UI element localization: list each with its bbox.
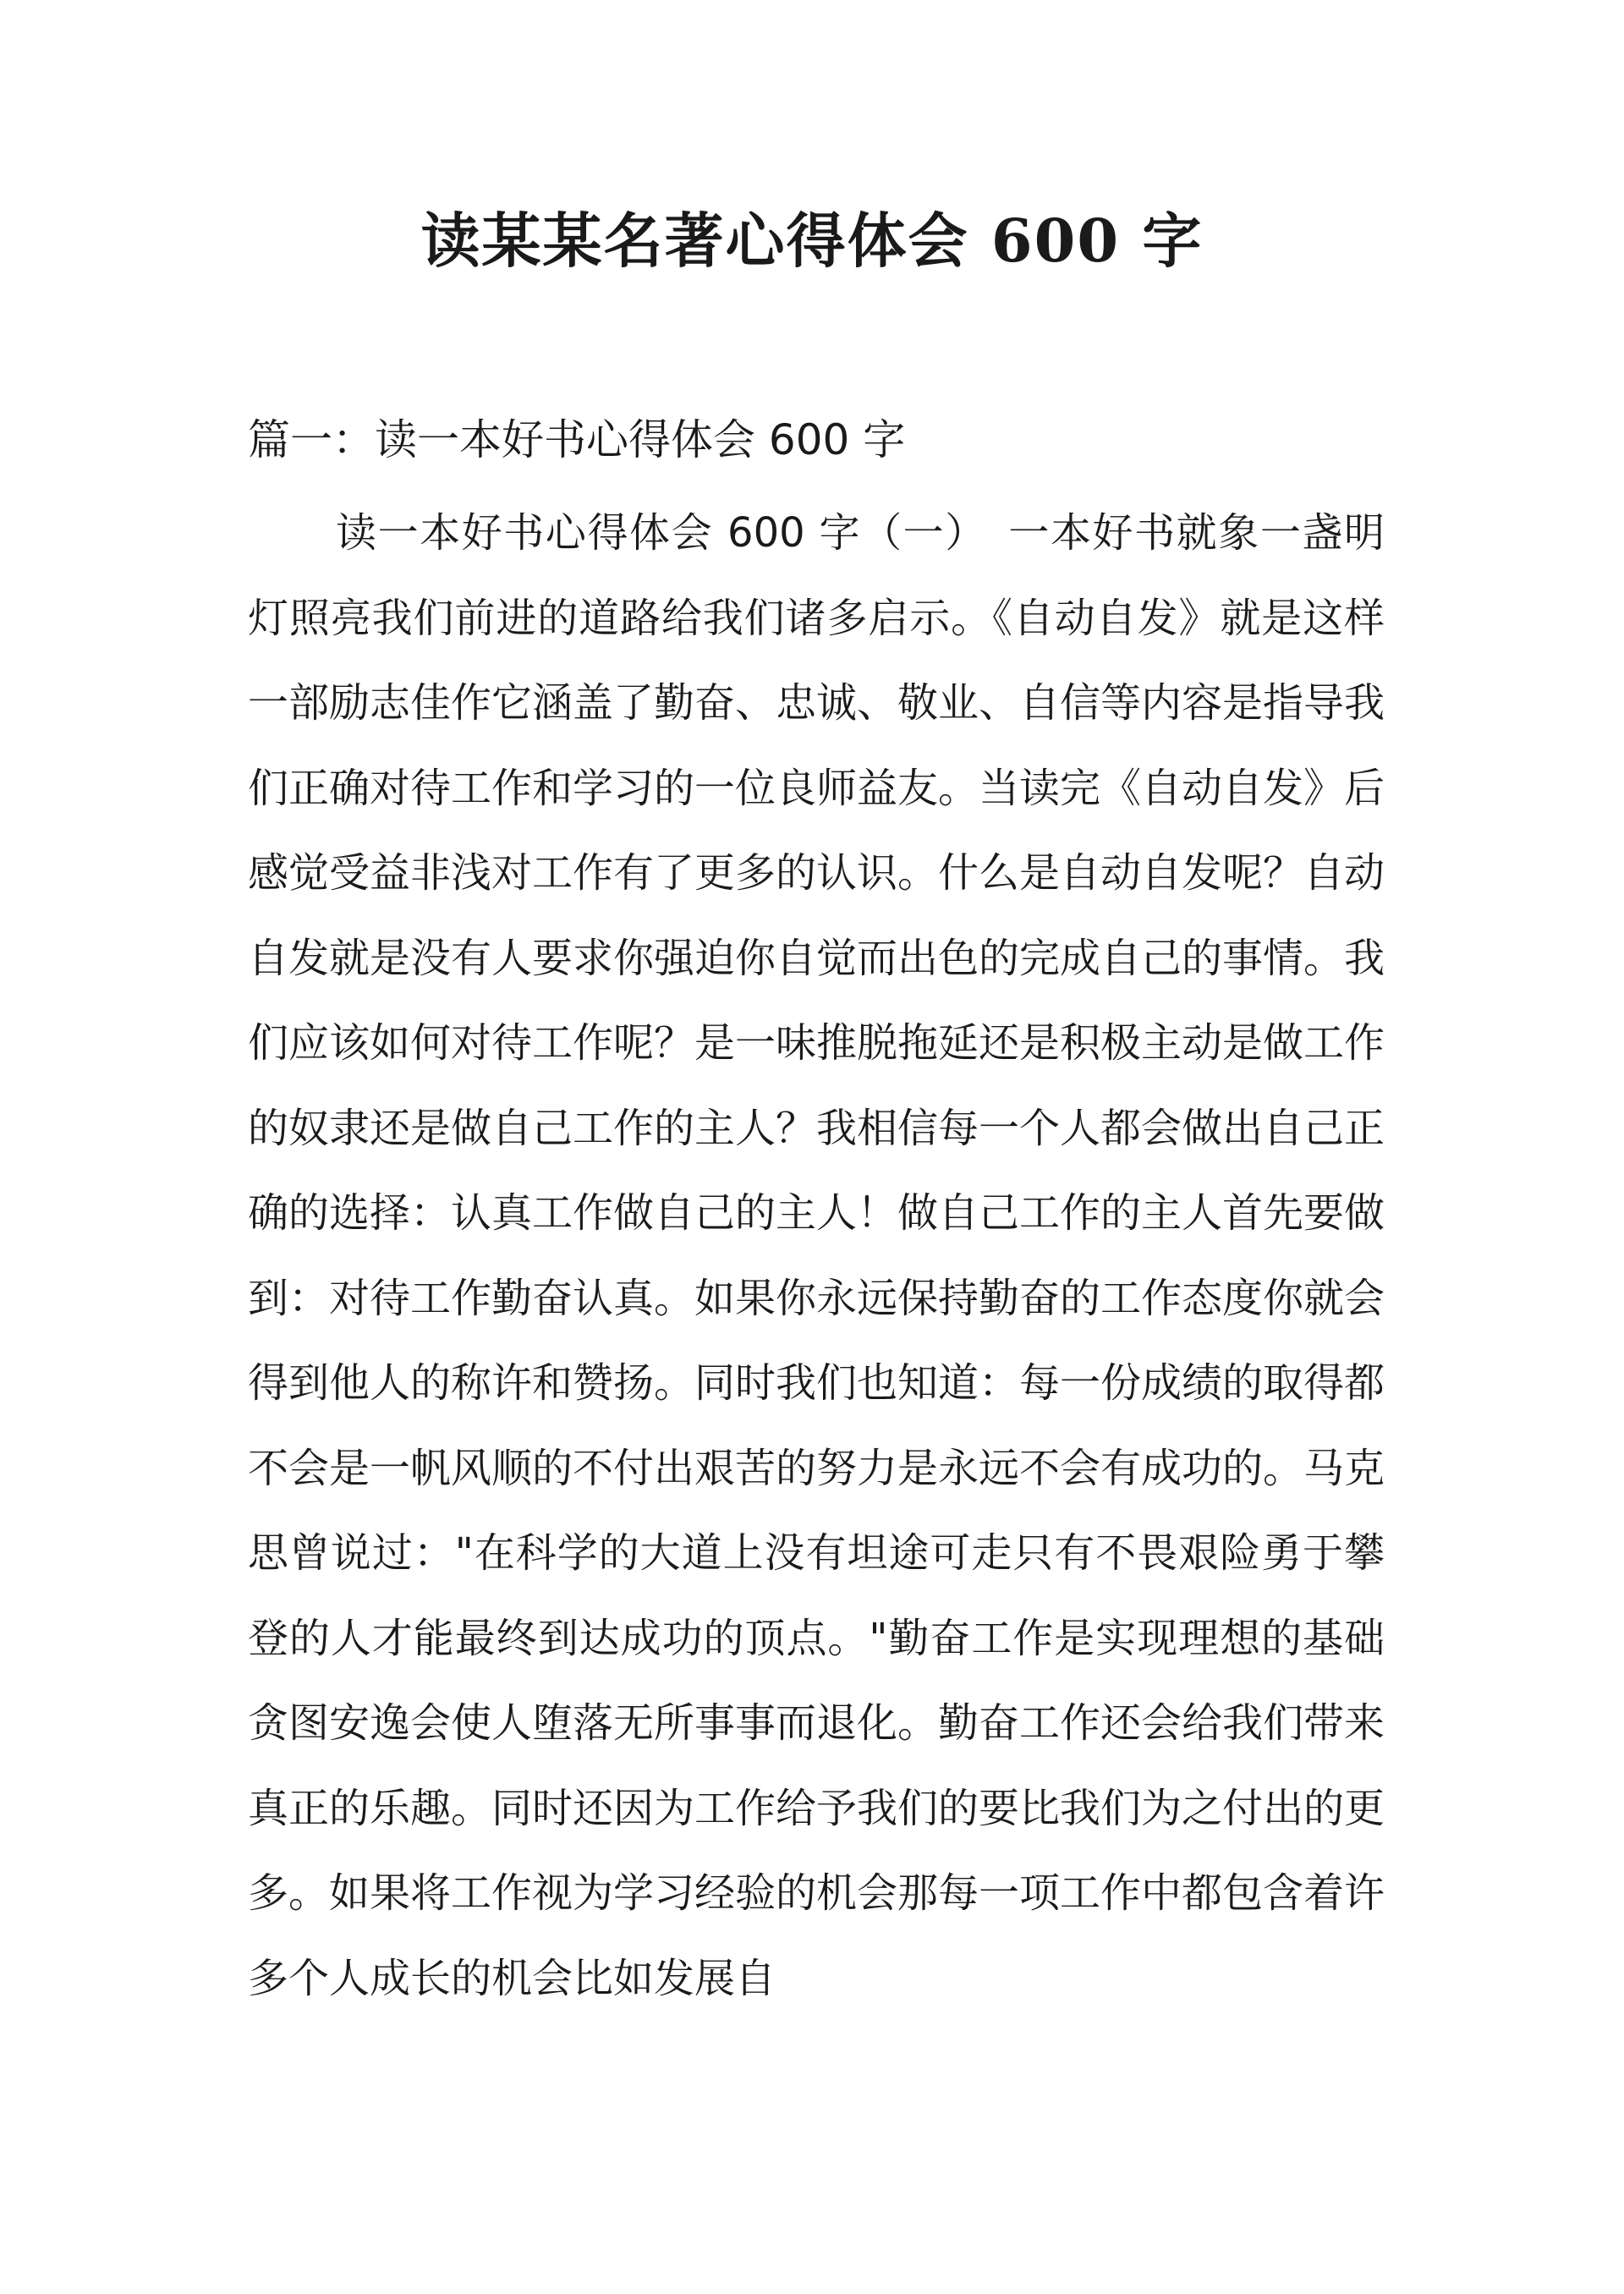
body-paragraph: 读一本好书心得体会 600 字（一） 一本好书就象一盏明灯照亮我们前进的道路给我们诸多启示。《自动自发》就是这样一部励志佳作它涵盖了勤奋、忠诚、敬业、自信等内容是指导我们正确对待工作和学习的一位良师益友。当读完《自动自发》后感觉受益非浅对工作有了更多的认识。什么是自动自发呢？自动自发就是没有人要求你强迫你自觉而出色的完成自己的事情。我们应该如何对待工作呢？是一味推脱拖延还是积极主动是做工作的奴隶还是做自己工作的主人？我相信每一个人都会做出自己正确的选择：认真工作做自己的主人！做自己工作的主人首先要做到：对待工作勤奋认真。如果你永远保持勤奋的工作态度你就会得到他人的称许和赞扬。同时我们也知道：每一份成绩的取得都不会是一帆风顺的不付出艰苦的努力是永远不会有成功的。马克思曾说过："在科学的大道上没有坦途可走只有不畏艰险勇于攀登的人才能最终到达成功的顶点。"勤奋工作是实现理想的基础贪图安逸会使人堕落无所事事而退化。勤奋工作还会给我们带来真正的乐趣。同时还因为工作给予我们的要比我们为之付出的更多。如果将工作视为学习经验的机会那每一项工作中都包含着许多个人成长的机会比如发展自: [248, 509, 1385, 2002]
section-heading: 篇一：读一本好书心得体会 600 字: [248, 415, 906, 464]
document-title: 读某某名著心得体会 600 字: [420, 206, 1204, 276]
